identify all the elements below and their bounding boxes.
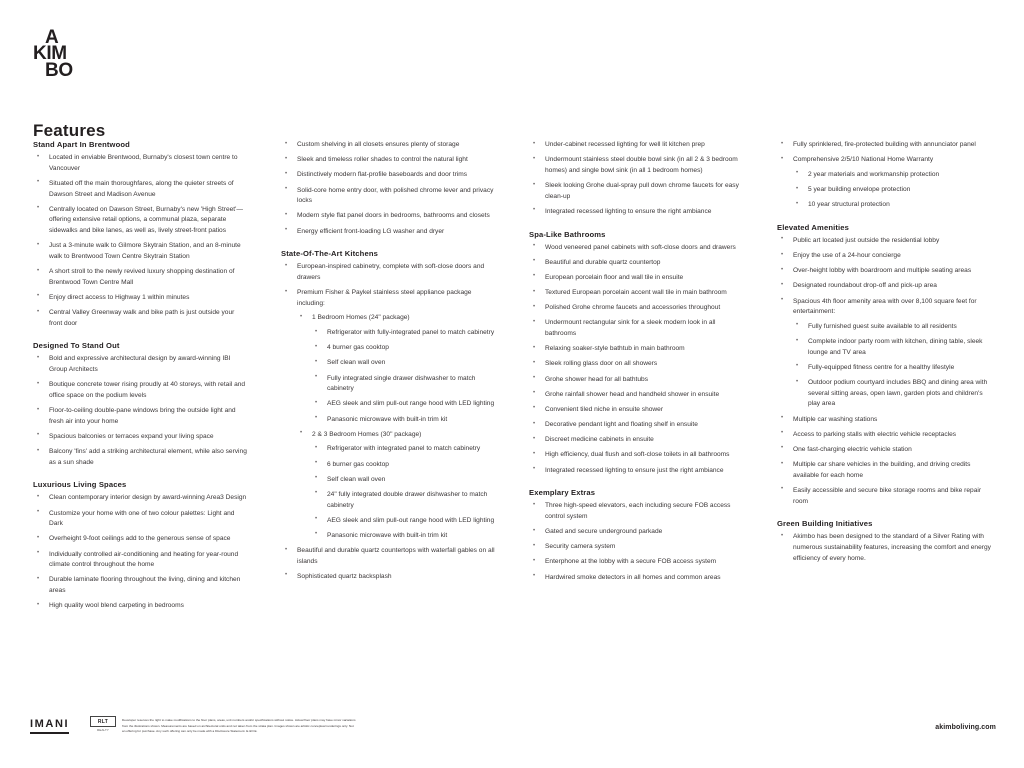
feature-item: [33, 550, 249, 571]
feature-item: [33, 179, 249, 200]
feature-list-level-2: [297, 313, 497, 541]
feature-item-text: Undermount rectangular sink for a sleek modern look in all bathrooms: [545, 319, 716, 338]
feature-item: [777, 297, 993, 411]
features-columns: [33, 140, 995, 624]
feature-item-text: Multiple car share vehicles in the building, and driving credits available for each home: [793, 461, 971, 479]
feature-list-level-1: [529, 140, 745, 218]
feature-item: [33, 205, 249, 237]
feature-item-text: Panasonic microwave with built-in trim kit: [327, 415, 448, 423]
feature-section-title: Elevated Amenities: [777, 222, 850, 232]
feature-item-text: 10 year structural protection: [808, 201, 890, 209]
feature-section-title: Luxurious Living Spaces: [33, 480, 127, 490]
feature-item: [793, 200, 993, 211]
feature-section-title: Green Building Initiatives: [777, 519, 873, 529]
feature-item-text: Textured European porcelain accent wall tile in main bathroom: [545, 289, 727, 297]
feature-item-text: Refrigerator with integrated panel to match cabinetry: [327, 445, 481, 453]
feature-item: [33, 601, 249, 612]
feature-item-text: Overheight 9-foot ceilings add to the generous sense of space: [49, 535, 231, 543]
feature-item-text: Undermount stainless steel double bowl sink (in all 2 & 3 bedroom homes) and single bowl sink (in all 1 bedroom homes): [545, 156, 738, 174]
logo-line-2: KIM: [33, 43, 67, 65]
feature-item-text: Sleek and timeless roller shades to control the natural light: [297, 156, 468, 164]
feature-list-level-1: [33, 153, 249, 329]
feature-column-1: [33, 140, 249, 624]
feature-item-text: AEG sleek and slim pull-out range hood with LED lighting: [327, 400, 495, 408]
feature-item: [33, 534, 249, 545]
feature-item-text: Modern style flat panel doors in bedrooms, bathrooms and closets: [297, 212, 490, 220]
feature-item-text: Polished Grohe chrome faucets and accessories throughout: [545, 304, 721, 312]
feature-item-text: High quality wool blend carpeting in bedrooms: [49, 602, 184, 610]
feature-item-text: 6 burner gas cooktop: [327, 460, 389, 468]
feature-item: [529, 557, 745, 568]
feature-item-text: Durable laminate flooring throughout the living, dining and kitchen areas: [49, 576, 241, 595]
feature-item-text: 4 burner gas cooktop: [327, 344, 389, 352]
feature-item: [777, 430, 993, 441]
feature-item: [529, 258, 745, 269]
feature-item: [281, 288, 497, 542]
feature-list-level-1: [33, 493, 249, 612]
feature-item-text: Security camera system: [545, 543, 616, 551]
logo-line-3: BO: [45, 59, 73, 81]
feature-list-level-1: [33, 354, 249, 468]
feature-item: [529, 318, 745, 339]
feature-item: [529, 542, 745, 553]
feature-section-title: Stand Apart In Brentwood: [33, 140, 130, 149]
feature-item: [529, 527, 745, 538]
feature-section: [777, 140, 993, 211]
feature-item: [312, 531, 497, 542]
feature-item: [529, 288, 745, 299]
feature-item: [297, 313, 497, 425]
feature-item-text: Individually controlled air-conditioning and heating for year-round climate control throughout the home: [49, 550, 239, 569]
feature-item: [33, 575, 249, 596]
feature-section: [33, 341, 249, 468]
feature-item-text: Panasonic microwave with built-in trim kit: [327, 531, 448, 539]
feature-item-text: Enjoy the use of a 24-hour concierge: [793, 252, 901, 260]
feature-item: [281, 572, 497, 583]
feature-item-text: Grohe shower head for all bathtubs: [545, 375, 648, 383]
feature-item-text: Premium Fisher & Paykel stainless steel appliance package including:: [297, 289, 472, 307]
feature-item: [529, 359, 745, 370]
feature-list-level-2: [793, 322, 993, 410]
realty-badge-sublabel: REALTY: [96, 728, 110, 732]
feature-item-text: Situated off the main thoroughfares, along the quieter streets of Dawson Street and Madison Avenue: [49, 179, 234, 198]
feature-item-text: Spacious balconies or terraces expand your living space: [49, 432, 214, 440]
feature-item-text: Balcony 'fins' add a striking architectural element, while also serving as a sun shade: [49, 448, 247, 466]
feature-section: [33, 480, 249, 612]
feature-item: [777, 266, 993, 277]
feature-item-text: Fully furnished guest suite available to all residents: [808, 322, 957, 330]
feature-item: [529, 501, 745, 522]
feature-item-text: Wood veneered panel cabinets with soft-close doors and drawers: [545, 243, 736, 251]
feature-item-text: Grohe rainfall shower head and handheld shower in ensuite: [545, 390, 720, 398]
feature-item: [529, 303, 745, 314]
feature-item-text: Under-cabinet recessed lighting for well lit kitchen prep: [545, 141, 705, 148]
feature-item: [33, 509, 249, 530]
feature-item-text: Access to parking stalls with electric vehicle receptacles: [793, 430, 957, 438]
feature-item: [529, 405, 745, 416]
feature-item-text: Self clean wall oven: [327, 359, 386, 367]
feature-item-text: Discreet medicine cabinets in ensuite: [545, 436, 654, 444]
feature-list-level-1: [281, 140, 497, 237]
feature-item-text: European-inspired cabinetry, complete with soft-close doors and drawers: [297, 263, 485, 281]
feature-item: [777, 486, 993, 507]
feature-item-text: Bold and expressive architectural design by award-winning IBI Group Architects: [49, 355, 231, 374]
feature-item-text: Fully-equipped fitness centre for a healthy lifestyle: [808, 363, 955, 371]
feature-item: [529, 140, 745, 151]
feature-item-text: Three high-speed elevators, each including secure FOB access control system: [545, 502, 731, 520]
feature-item-text: 5 year building envelope protection: [808, 186, 911, 194]
feature-item-text: Sophisticated quartz backsplash: [297, 572, 392, 580]
feature-item: [33, 241, 249, 262]
feature-item: [777, 460, 993, 481]
feature-section: [777, 223, 993, 507]
feature-section-title: Exemplary Extras: [529, 488, 596, 498]
feature-item: [33, 308, 249, 329]
feature-item: [793, 322, 993, 333]
feature-item: [312, 444, 497, 455]
feature-list-level-1: [777, 532, 993, 564]
disclaimer-text: Developer reserves the right to make modifications to the floor plans, areas, unit numbers and/or specifications without notice. Actual floor plans may have minor variations from the illustrations shown. Measurements are based on architectural units and not taken from the strata plan. Images shown are artistic conceptual renderings only. Not an offering for purchase. Any such offering can only be made with a Disclosure Statement. E.&O.E.: [122, 718, 356, 734]
feature-item-text: Distinctively modern flat-profile baseboards and door trims: [297, 171, 468, 179]
feature-column-4: [777, 140, 993, 576]
feature-item-text: Convenient tiled niche in ensuite shower: [545, 405, 664, 413]
brand-logo: [33, 27, 97, 81]
realty-badge: [90, 716, 116, 732]
feature-item-text: Decorative pendant light and floating shelf in ensuite: [545, 421, 698, 429]
feature-item: [33, 267, 249, 288]
feature-item-text: Beautiful and durable quartz countertops with waterfall gables on all islands: [297, 547, 495, 565]
feature-item-text: AEG sleek and slim pull-out range hood with LED lighting: [327, 516, 495, 524]
feature-item: [312, 343, 497, 354]
feature-item: [793, 363, 993, 374]
feature-section: [281, 140, 497, 237]
page-title: Features: [33, 121, 106, 141]
feature-item: [529, 420, 745, 431]
feature-list-level-1: [529, 501, 745, 583]
feature-item-text: Self clean wall oven: [327, 475, 386, 483]
feature-list-level-2: [793, 170, 993, 211]
feature-item-text: Clean contemporary interior design by award-winning Area3 Design: [49, 494, 247, 502]
feature-list-level-1: [281, 262, 497, 582]
feature-item: [33, 380, 249, 401]
feature-item: [777, 532, 993, 564]
feature-list-level-1: [777, 236, 993, 507]
feature-item-text: Sleek looking Grohe dual-spray pull down chrome faucets for easy clean-up: [545, 182, 739, 200]
feature-section: [777, 519, 993, 564]
feature-item: [777, 251, 993, 262]
feature-item: [793, 170, 993, 181]
feature-item-text: Energy efficient front-loading LG washer and dryer: [297, 227, 445, 235]
feature-item: [33, 447, 249, 468]
feature-item: [793, 185, 993, 196]
feature-item-text: Beautiful and durable quartz countertop: [545, 258, 661, 266]
footer: [0, 712, 1024, 752]
feature-item-text: Just a 3-minute walk to Gilmore Skytrain Station, and an 8-minute walk to Brentwood Town Centre Skytrain Station: [49, 242, 241, 260]
feature-item-text: Fully integrated single drawer dishwasher to match cabinetry: [327, 374, 476, 393]
feature-list-level-1: [777, 140, 993, 211]
feature-item-text: A short stroll to the newly revived luxury shopping destination of Brentwood Town Centre Mall: [49, 268, 235, 286]
feature-section-title: State-Of-The-Art Kitchens: [281, 249, 378, 259]
feature-item: [312, 490, 497, 511]
feature-item-text: Designated roundabout drop-off and pick-up area: [793, 282, 937, 290]
feature-item: [312, 516, 497, 527]
feature-item: [33, 493, 249, 504]
feature-item-text: Spacious 4th floor amenity area with over 8,100 square feet for entertainment:: [793, 297, 977, 316]
feature-item-text: Hardwired smoke detectors in all homes and common areas: [545, 573, 721, 581]
feature-item-text: Multiple car washing stations: [793, 415, 878, 423]
feature-section: [529, 140, 745, 218]
feature-item: [529, 207, 745, 218]
feature-item-text: Located in enviable Brentwood, Burnaby's closest town centre to Vancouver: [49, 154, 238, 172]
feature-item-text: Refrigerator with fully-integrated panel to match cabinetry: [327, 329, 495, 337]
website-url: akimboliving.com: [935, 724, 996, 731]
feature-item-text: Custom shelving in all closets ensures plenty of storage: [297, 141, 460, 148]
feature-item: [33, 432, 249, 443]
feature-item-text: Integrated recessed lighting to ensure just the right ambiance: [545, 466, 724, 474]
feature-item: [33, 406, 249, 427]
feature-item: [777, 140, 993, 151]
feature-list-level-3: [312, 444, 497, 541]
feature-item: [33, 153, 249, 174]
feature-item-text: Enterphone at the lobby with a secure FOB access system: [545, 558, 717, 566]
feature-item: [281, 227, 497, 238]
feature-item: [777, 415, 993, 426]
feature-item-text: Outdoor podium courtyard includes BBQ and dining area with several sitting areas, open lawn, garden plots and children's play area: [808, 379, 988, 408]
feature-list-level-3: [312, 328, 497, 425]
feature-item: [312, 415, 497, 426]
feature-section: [529, 488, 745, 583]
feature-item: [281, 155, 497, 166]
feature-item-text: 1 Bedroom Homes (24" package): [312, 314, 410, 322]
feature-item: [777, 236, 993, 247]
feature-column-3: [529, 140, 745, 595]
feature-item-text: Boutique concrete tower rising proudly at 40 storeys, with retail and office space on the podium levels: [49, 381, 246, 399]
feature-item: [777, 281, 993, 292]
feature-item: [281, 170, 497, 181]
feature-item-text: Customize your home with one of two colour palettes: Light and Dark: [49, 509, 235, 528]
feature-item: [529, 243, 745, 254]
feature-item: [312, 328, 497, 339]
realty-badge-label: RLT: [90, 716, 116, 727]
feature-item: [529, 375, 745, 386]
feature-item: [529, 390, 745, 401]
feature-item-text: Central Valley Greenway walk and bike path is just outside your front door: [49, 309, 235, 327]
feature-item-text: 2 year materials and workmanship protection: [808, 170, 940, 178]
feature-item: [33, 293, 249, 304]
feature-item-text: Comprehensive 2/5/10 National Home Warranty: [793, 156, 934, 164]
feature-item-text: Centrally located on Dawson Street, Burnaby's new 'High Street'—offering extensive retail options, a communal plaza, separate sidewalks and bike lanes, as well as, lively street-front patios: [49, 205, 243, 235]
feature-item: [312, 460, 497, 471]
feature-item: [777, 445, 993, 456]
feature-item-text: Relaxing soaker-style bathtub in main bathroom: [545, 345, 685, 353]
feature-item-text: Solid-core home entry door, with polished chrome lever and privacy locks: [297, 186, 494, 205]
feature-section: [281, 249, 497, 582]
feature-item: [312, 399, 497, 410]
feature-item-text: Easily accessible and secure bike storage rooms and bike repair room: [793, 486, 982, 505]
feature-item: [793, 337, 993, 358]
feature-item: [281, 546, 497, 567]
feature-item: [312, 374, 497, 395]
feature-item-text: High efficiency, dual flush and soft-close toilets in all bathrooms: [545, 451, 730, 459]
feature-item-text: Fully sprinklered, fire-protected building with annunciator panel: [793, 141, 976, 148]
feature-item-text: European porcelain floor and wall tile in ensuite: [545, 273, 684, 281]
feature-item-text: Integrated recessed lighting to ensure the right ambiance: [545, 207, 712, 215]
feature-item-text: Gated and secure underground parkade: [545, 528, 663, 536]
feature-list-level-1: [529, 243, 745, 477]
feature-item: [529, 466, 745, 477]
feature-item: [529, 181, 745, 202]
feature-item-text: Over-height lobby with boardroom and multiple seating areas: [793, 267, 972, 275]
feature-item: [281, 140, 497, 151]
feature-item: [793, 378, 993, 410]
feature-section-title: Spa-Like Bathrooms: [529, 229, 606, 239]
feature-column-2: [281, 140, 497, 595]
feature-item: [281, 211, 497, 222]
feature-item-text: 24" fully integrated double drawer dishwasher to match cabinetry: [327, 490, 488, 509]
feature-item: [281, 186, 497, 207]
feature-item: [529, 344, 745, 355]
feature-item: [312, 358, 497, 369]
feature-item: [281, 262, 497, 283]
feature-item: [529, 450, 745, 461]
feature-item: [33, 354, 249, 375]
feature-item-text: Complete indoor party room with kitchen, dining table, sleek lounge and TV area: [808, 338, 983, 356]
feature-item-text: Public art located just outside the residential lobby: [793, 236, 940, 244]
feature-item-text: Sleek rolling glass door on all showers: [545, 360, 658, 368]
feature-item-text: Enjoy direct access to Highway 1 within minutes: [49, 293, 190, 301]
feature-item-text: Akimbo has been designed to the standard of a Silver Rating with numerous sustainability features, increasing the comfort and energy efficiency of every home.: [793, 533, 991, 562]
feature-item-text: 2 & 3 Bedroom Homes (30" package): [312, 430, 422, 438]
feature-item-text: Floor-to-ceiling double-pane windows bring the outside light and fresh air into your home: [49, 407, 236, 425]
logo-line-1: A: [45, 27, 59, 48]
feature-item: [529, 435, 745, 446]
feature-section: [33, 140, 249, 329]
feature-item: [529, 155, 745, 176]
feature-item: [777, 155, 993, 211]
feature-item: [529, 273, 745, 284]
feature-section-title: Designed To Stand Out: [33, 341, 120, 351]
feature-item-text: One fast-charging electric vehicle station: [793, 445, 912, 453]
feature-item: [312, 475, 497, 486]
developer-logo: IMANI: [30, 718, 69, 734]
feature-item: [297, 430, 497, 542]
feature-section: [529, 230, 745, 477]
feature-item: [529, 573, 745, 584]
